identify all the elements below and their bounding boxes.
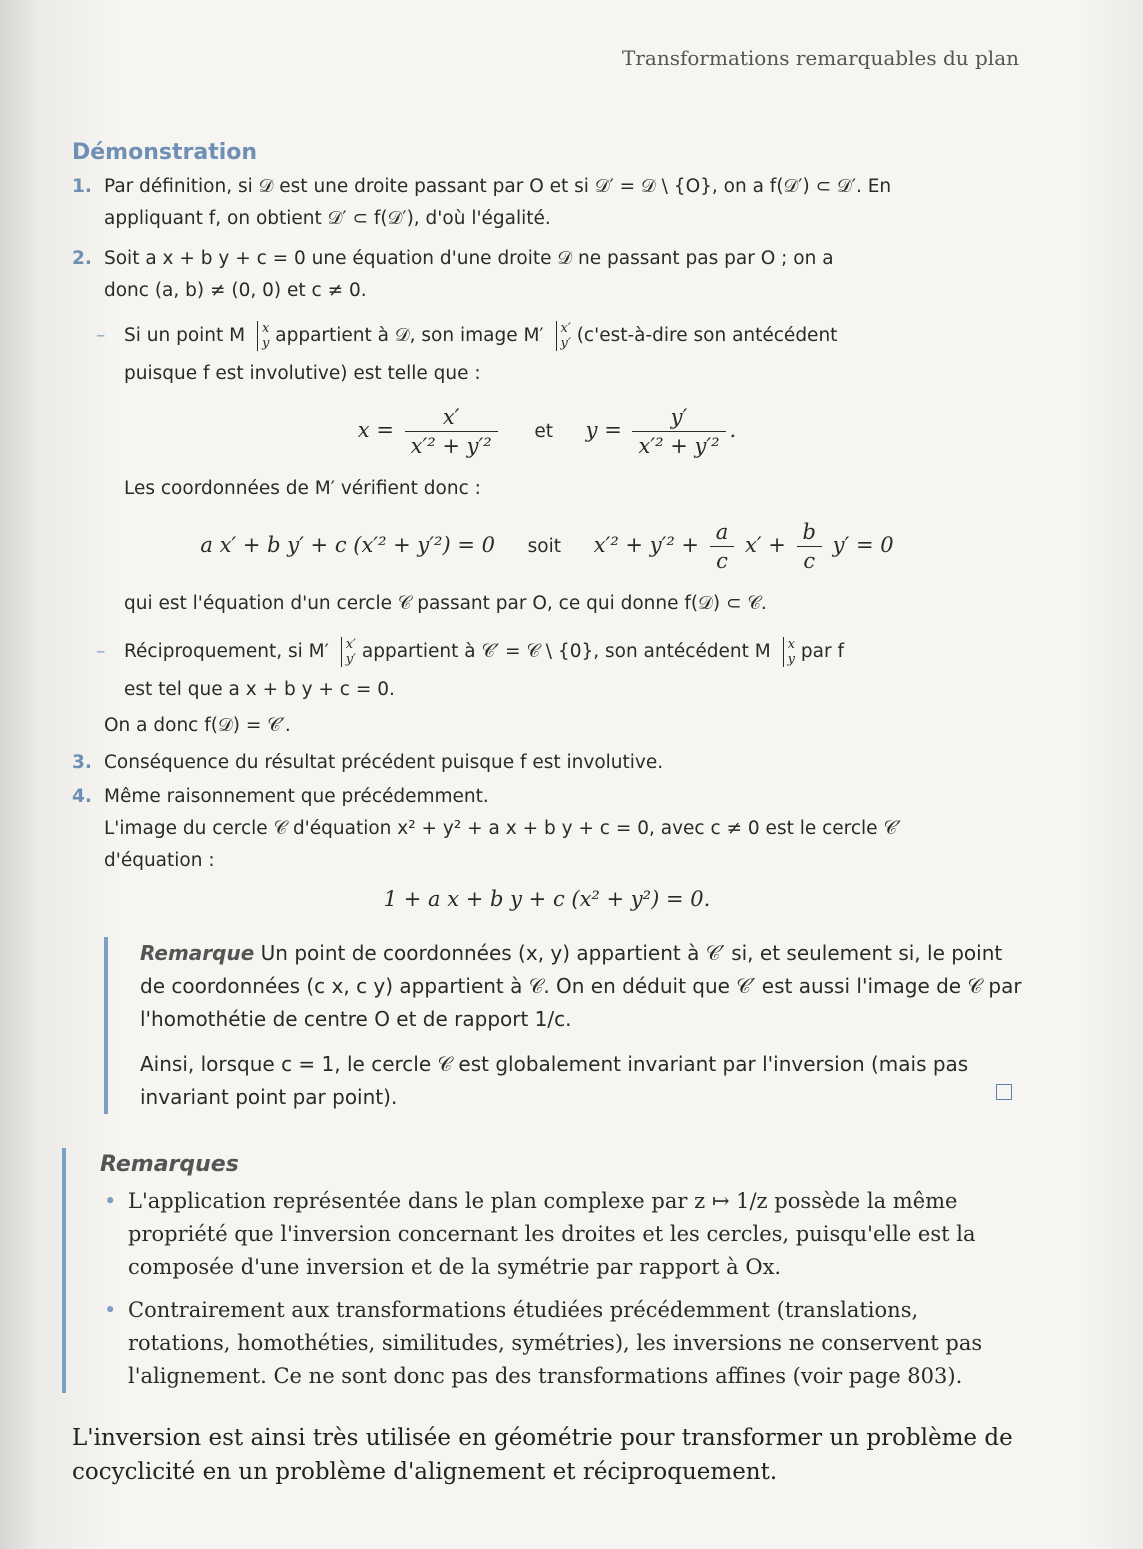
sub-line: puisque f est involutive) est telle que : — [124, 363, 481, 384]
point-coords: x y — [257, 321, 269, 351]
dash-bullet-icon: – — [96, 325, 106, 346]
equation-2: a x′ + b y′ + c (x′² + y′²) = 0 soit x′² + y′² + $\frac{a}{c}$ x′ + $\frac{b}{c}$ y′ = 0 — [200, 520, 894, 573]
qed-square-icon — [996, 1084, 1012, 1100]
sub-point-direct: – Si un point M x y appartient à 𝒟, son image M′ x′ y′ (c'est-à-dire son antécédent — [72, 317, 1022, 355]
demo-item-4: 4. Même raisonnement que précédemment. L'image du cercle 𝒞 d'équation x² + y² + a x + b y + c = 0, avec c ≠ 0 est le cercle 𝒞′ d'équation : — [72, 786, 902, 871]
running-header: Transformations remarquables du plan — [622, 46, 1019, 70]
item-number: 1. — [72, 176, 92, 197]
sub-line: est tel que a x + b y + c = 0. — [124, 679, 395, 700]
point-coords: x′ y′ — [556, 321, 571, 351]
demo-item-2 — [72, 243, 1022, 307]
demo-item-3: 3. Conséquence du résultat précédent puisque f est involutive. — [72, 752, 664, 773]
closing-paragraph: L'inversion est ainsi très utilisée en géométrie pour transformer un problème de cocyclicité en un problème d'alignement et réciproquement. — [72, 1425, 1013, 1485]
equation-1: x = $\frac{x'}{\text{x′² + y′²}}$ et y = $\frac{y'}{\text{x′² + y′²}}$ . — [357, 405, 737, 458]
item-line: appliquant f, on obtient 𝒟′ ⊂ f(𝒟′), d'où l'égalité. — [104, 208, 551, 229]
remarque-label: Remarque — [140, 941, 255, 965]
remarques-title: Remarques — [100, 1152, 239, 1177]
item-number: 2. — [72, 248, 92, 269]
conclusion-text: On a donc f(𝒟) = 𝒞′. — [104, 715, 291, 736]
item-line: Par définition, si 𝒟 est une droite passant par O et si 𝒟′ = 𝒟 \ {O}, on a f(𝒟′) ⊂ 𝒟′. En — [104, 176, 892, 197]
remarque-paragraph: Ainsi, lorsque c = 1, le cercle 𝒞 est globalement invariant par l'inversion (mais pas invariant point par point). — [140, 1052, 969, 1109]
point-coords: x′ y′ — [341, 637, 356, 667]
remarque-paragraph: Remarque Un point de coordonnées (x, y) appartient à 𝒞′ si, et seulement si, le point de coordonnées (c x, c y) appartient à 𝒞. On en déduit que 𝒞′ est aussi l'image de 𝒞 par l'homothétie de centre O et de rapport 1/c. — [140, 941, 1022, 1031]
bullet-icon: • — [104, 1189, 117, 1213]
item-line: donc (a, b) ≠ (0, 0) et c ≠ 0. — [104, 280, 367, 301]
remarque-box — [104, 937, 1022, 1114]
point-coords: x y — [783, 637, 795, 667]
remarques-section — [62, 1148, 1022, 1393]
equation-3: 1 + a x + b y + c (x² + y²) = 0. — [383, 887, 711, 911]
remarques-item: • L'application représentée dans le plan complexe par z ↦ 1/z possède la même propriété que l'inversion concernant les droites et les cercles, puisqu'elle est la composée d'une inversion et de la symétrie par rapport à Ox. — [100, 1185, 1022, 1284]
dash-bullet-icon: – — [96, 641, 106, 662]
page-content — [72, 136, 1022, 1489]
coords-text: Les coordonnées de M′ vérifient donc : — [124, 478, 481, 499]
circle-text: qui est l'équation d'un cercle 𝒞 passant par O, ce qui donne f(𝒟) ⊂ 𝒞. — [124, 593, 767, 614]
item-line: Soit a x + b y + c = 0 une équation d'une droite 𝒟 ne passant pas par O ; on a — [104, 248, 834, 269]
sub-point-reciprocal: – Réciproquement, si M′ x′ y′ appartient à 𝒞′ = 𝒞 \ {0}, son antécédent M x y par f — [72, 633, 1022, 671]
demonstration-title: Démonstration — [72, 140, 258, 165]
remarques-item: • Contrairement aux transformations étudiées précédemment (translations, rotations, homothéties, similitudes, symétries), les inversions ne conservent pas l'alignement. Ce ne sont donc pas des transformations affines (voir page 803). — [100, 1294, 1022, 1393]
demo-item-1 — [72, 171, 1022, 235]
bullet-icon: • — [104, 1298, 117, 1322]
